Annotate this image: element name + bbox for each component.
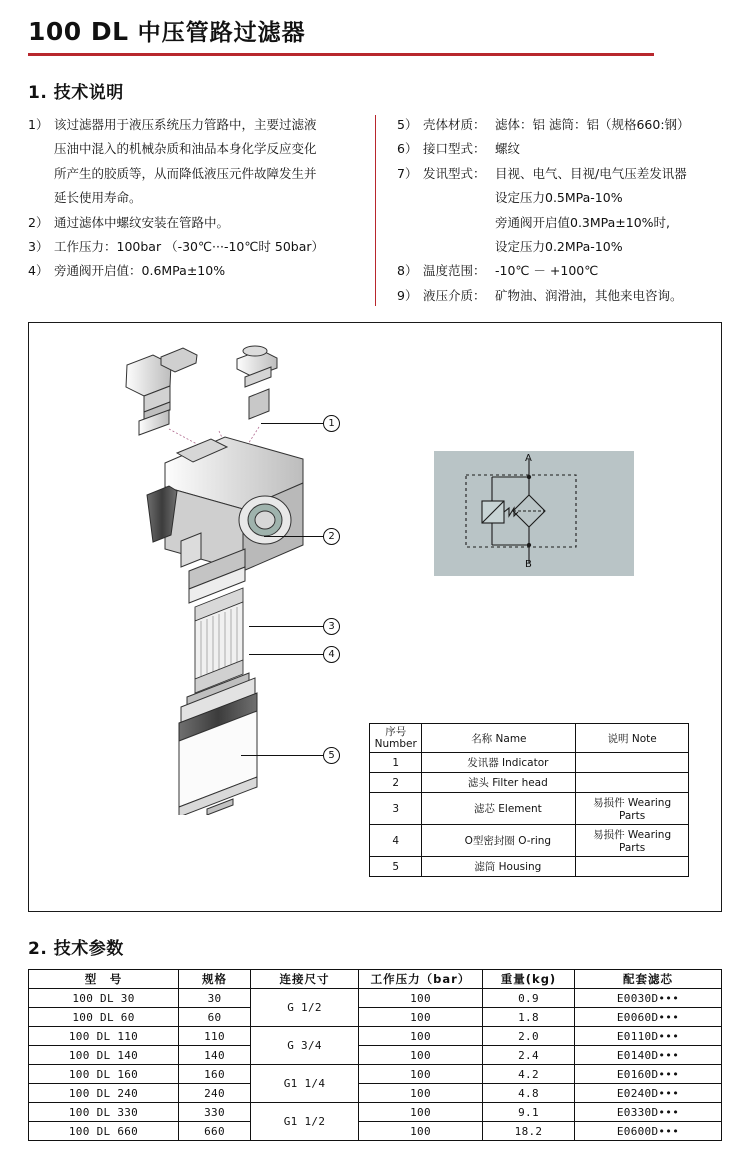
spec-extra-line: 设定压力0.2MPa-10%	[495, 238, 623, 254]
param-cell-element: E0240D•••	[575, 1084, 722, 1103]
param-cell-connection: G1 1/4	[251, 1065, 359, 1103]
param-cell-element: E0030D•••	[575, 989, 722, 1008]
table-row	[370, 793, 689, 825]
parts-cell-note	[576, 773, 689, 793]
param-cell-pressure: 100	[359, 1008, 483, 1027]
spec-number: 1）	[28, 117, 49, 132]
leader-line-4	[249, 654, 323, 655]
spec-number: 9）	[397, 287, 418, 303]
spec-key: 旁通阀开启值：	[54, 263, 142, 279]
spec-item	[28, 235, 365, 259]
param-header-connection: 连接尺寸	[251, 970, 359, 989]
spec-value: 矿物油、润滑油，其他来电咨询。	[495, 287, 683, 303]
spec-text	[54, 235, 365, 259]
callout-5: 5	[323, 747, 340, 764]
spec-extra-line: 旁通阀开启值0.3MPa±10%时,	[495, 214, 671, 230]
spec-item	[28, 211, 365, 235]
callout-4: 4	[323, 646, 340, 663]
parts-cell-name: 滤筒 Housing	[422, 857, 576, 877]
parts-cell-number: 3	[370, 793, 422, 825]
param-cell-spec: 110	[179, 1027, 251, 1046]
parts-cell-name: 滤头 Filter head	[422, 773, 576, 793]
parts-cell-number: 1	[370, 753, 422, 773]
param-cell-model: 100 DL 30	[29, 989, 179, 1008]
parts-cell-number: 5	[370, 857, 422, 877]
param-cell-weight: 4.8	[483, 1084, 575, 1103]
param-cell-pressure: 100	[359, 1046, 483, 1065]
table-row	[29, 989, 722, 1008]
param-header-model: 型 号	[29, 970, 179, 989]
spec-text	[423, 284, 712, 308]
spec-line: 延长使用寿命。	[54, 190, 142, 206]
spec-key: 温度范围：	[423, 263, 486, 279]
title-divider	[28, 53, 722, 56]
param-cell-model: 100 DL 160	[29, 1065, 179, 1084]
parts-table-header-row	[370, 724, 689, 753]
tech-description-left-column	[28, 113, 375, 308]
param-cell-element: E0140D•••	[575, 1046, 722, 1065]
param-cell-element: E0110D•••	[575, 1027, 722, 1046]
spec-key: 发讯型式：	[423, 165, 486, 181]
page-header	[28, 0, 722, 56]
param-cell-element: E0600D•••	[575, 1122, 722, 1141]
spec-text: 通过滤体中螺纹安装在管路中。	[54, 214, 230, 230]
spec-item	[397, 113, 712, 137]
parts-header-number-en: Number	[374, 738, 417, 751]
param-cell-model: 100 DL 60	[29, 1008, 179, 1027]
parts-cell-number: 2	[370, 773, 422, 793]
param-cell-connection: G 3/4	[251, 1027, 359, 1065]
spec-text	[423, 113, 712, 137]
spec-line: 该过滤器用于液压系统压力管路中，主要过滤液	[54, 117, 317, 132]
table-row	[370, 857, 689, 877]
spec-key: 工作压力：	[54, 238, 117, 254]
param-cell-spec: 330	[179, 1103, 251, 1122]
table-row	[29, 1046, 722, 1065]
callout-1: 1	[323, 415, 340, 432]
spec-value: 螺纹	[495, 141, 521, 157]
param-table-header-row	[29, 970, 722, 989]
parts-cell-name: 滤芯 Element	[422, 793, 576, 825]
leader-line-1	[261, 423, 323, 424]
tech-description-block	[28, 113, 722, 308]
param-cell-model: 100 DL 330	[29, 1103, 179, 1122]
param-cell-pressure: 100	[359, 989, 483, 1008]
section-heading-tech-description: 1. 技术说明	[28, 83, 124, 103]
page-title: 中压管路过滤器	[137, 20, 306, 46]
technical-parameter-table	[28, 969, 722, 1141]
spec-number: 2）	[28, 214, 49, 230]
param-header-spec: 规格	[179, 970, 251, 989]
spec-text	[423, 137, 712, 161]
parts-header-name: 名称 Name	[422, 724, 576, 753]
spec-key: 接口型式：	[423, 141, 486, 157]
spec-extra-line: 设定压力0.5MPa-10%	[495, 190, 623, 206]
param-cell-weight: 0.9	[483, 989, 575, 1008]
spec-text	[54, 113, 365, 211]
table-row	[29, 1103, 722, 1122]
parts-cell-note: 易损件 Wearing Parts	[576, 825, 689, 857]
hydraulic-schematic-svg	[434, 451, 634, 576]
spec-value: 滤体：铝 滤筒：铝（规格660:钢）	[495, 117, 690, 132]
param-header-weight: 重量(kg)	[483, 970, 575, 989]
spec-number: 7）	[397, 165, 418, 181]
spec-line: 所产生的胶质等，从而降低液压元件故障发生并	[54, 165, 317, 181]
param-cell-weight: 2.0	[483, 1027, 575, 1046]
table-row	[29, 1008, 722, 1027]
param-header-pressure: 工作压力（bar）	[359, 970, 483, 989]
table-row	[29, 1065, 722, 1084]
leader-line-5	[241, 755, 323, 756]
table-row	[370, 773, 689, 793]
table-row	[29, 1027, 722, 1046]
spec-value: 目视、电气、目视/电气压差发讯器	[495, 165, 687, 181]
parts-legend-table	[369, 723, 689, 877]
product-code: 100 DL	[28, 17, 129, 46]
section-heading-tech-parameters: 2. 技术参数	[28, 939, 124, 959]
spec-number: 6）	[397, 141, 418, 157]
column-divider	[375, 115, 376, 306]
spec-number: 5）	[397, 117, 418, 132]
leader-line-2	[264, 536, 323, 537]
parts-header-number	[370, 724, 422, 753]
spec-value: 0.6MPa±10%	[141, 263, 226, 279]
spec-text	[423, 259, 712, 283]
spec-value: -10℃ － +100℃	[495, 263, 599, 279]
param-cell-pressure: 100	[359, 1103, 483, 1122]
param-cell-element: E0060D•••	[575, 1008, 722, 1027]
param-cell-weight: 1.8	[483, 1008, 575, 1027]
param-cell-pressure: 100	[359, 1122, 483, 1141]
spec-line: 压油中混入的机械杂质和油品本身化学反应变化	[54, 141, 317, 157]
param-cell-element: E0160D•••	[575, 1065, 722, 1084]
param-cell-model: 100 DL 240	[29, 1084, 179, 1103]
param-cell-connection: G1 1/2	[251, 1103, 359, 1141]
param-cell-element: E0330D•••	[575, 1103, 722, 1122]
spec-number: 8）	[397, 263, 418, 279]
spec-item	[397, 137, 712, 161]
param-cell-pressure: 100	[359, 1027, 483, 1046]
spec-key: 液压介质：	[423, 287, 486, 303]
title-row	[28, 14, 722, 47]
parts-cell-note	[576, 857, 689, 877]
callout-3: 3	[323, 618, 340, 635]
parts-header-note: 说明 Note	[576, 724, 689, 753]
tech-description-right-column	[375, 113, 722, 308]
param-cell-weight: 18.2	[483, 1122, 575, 1141]
spec-item	[397, 259, 712, 283]
spec-item	[28, 259, 365, 283]
table-row	[29, 1122, 722, 1141]
param-header-element: 配套滤芯	[575, 970, 722, 989]
parts-header-number-cn: 序号	[385, 726, 407, 738]
parts-cell-note	[576, 753, 689, 773]
param-cell-weight: 2.4	[483, 1046, 575, 1065]
schematic-label-b: B	[525, 559, 532, 570]
spec-key: 壳体材质：	[423, 117, 486, 132]
param-cell-model: 100 DL 660	[29, 1122, 179, 1141]
param-cell-spec: 160	[179, 1065, 251, 1084]
param-cell-weight: 9.1	[483, 1103, 575, 1122]
parts-cell-name: O型密封圈 O-ring	[422, 825, 576, 857]
spec-text	[423, 162, 712, 260]
param-cell-spec: 240	[179, 1084, 251, 1103]
table-row	[370, 825, 689, 857]
hydraulic-schematic	[434, 451, 634, 576]
spec-number: 3）	[28, 238, 49, 254]
spec-item	[397, 162, 712, 260]
param-cell-spec: 140	[179, 1046, 251, 1065]
parts-cell-name: 发讯器 Indicator	[422, 753, 576, 773]
table-row	[29, 1084, 722, 1103]
spec-value: 100bar （-30℃···-10℃时 50bar）	[116, 238, 325, 254]
filter-exploded-view-illustration	[69, 345, 399, 815]
param-cell-weight: 4.2	[483, 1065, 575, 1084]
spec-number: 4）	[28, 263, 49, 279]
param-cell-pressure: 100	[359, 1084, 483, 1103]
param-cell-spec: 60	[179, 1008, 251, 1027]
spec-item	[397, 284, 712, 308]
parts-cell-note: 易损件 Wearing Parts	[576, 793, 689, 825]
param-cell-connection: G 1/2	[251, 989, 359, 1027]
spec-item	[28, 113, 365, 211]
table-row	[370, 753, 689, 773]
spec-text	[54, 259, 365, 283]
param-cell-spec: 30	[179, 989, 251, 1008]
param-cell-model: 100 DL 110	[29, 1027, 179, 1046]
param-cell-model: 100 DL 140	[29, 1046, 179, 1065]
schematic-label-a: A	[525, 453, 532, 464]
product-diagram-panel	[28, 322, 722, 912]
parts-cell-number: 4	[370, 825, 422, 857]
leader-line-3	[249, 626, 323, 627]
param-cell-spec: 660	[179, 1122, 251, 1141]
param-cell-pressure: 100	[359, 1065, 483, 1084]
callout-2: 2	[323, 528, 340, 545]
